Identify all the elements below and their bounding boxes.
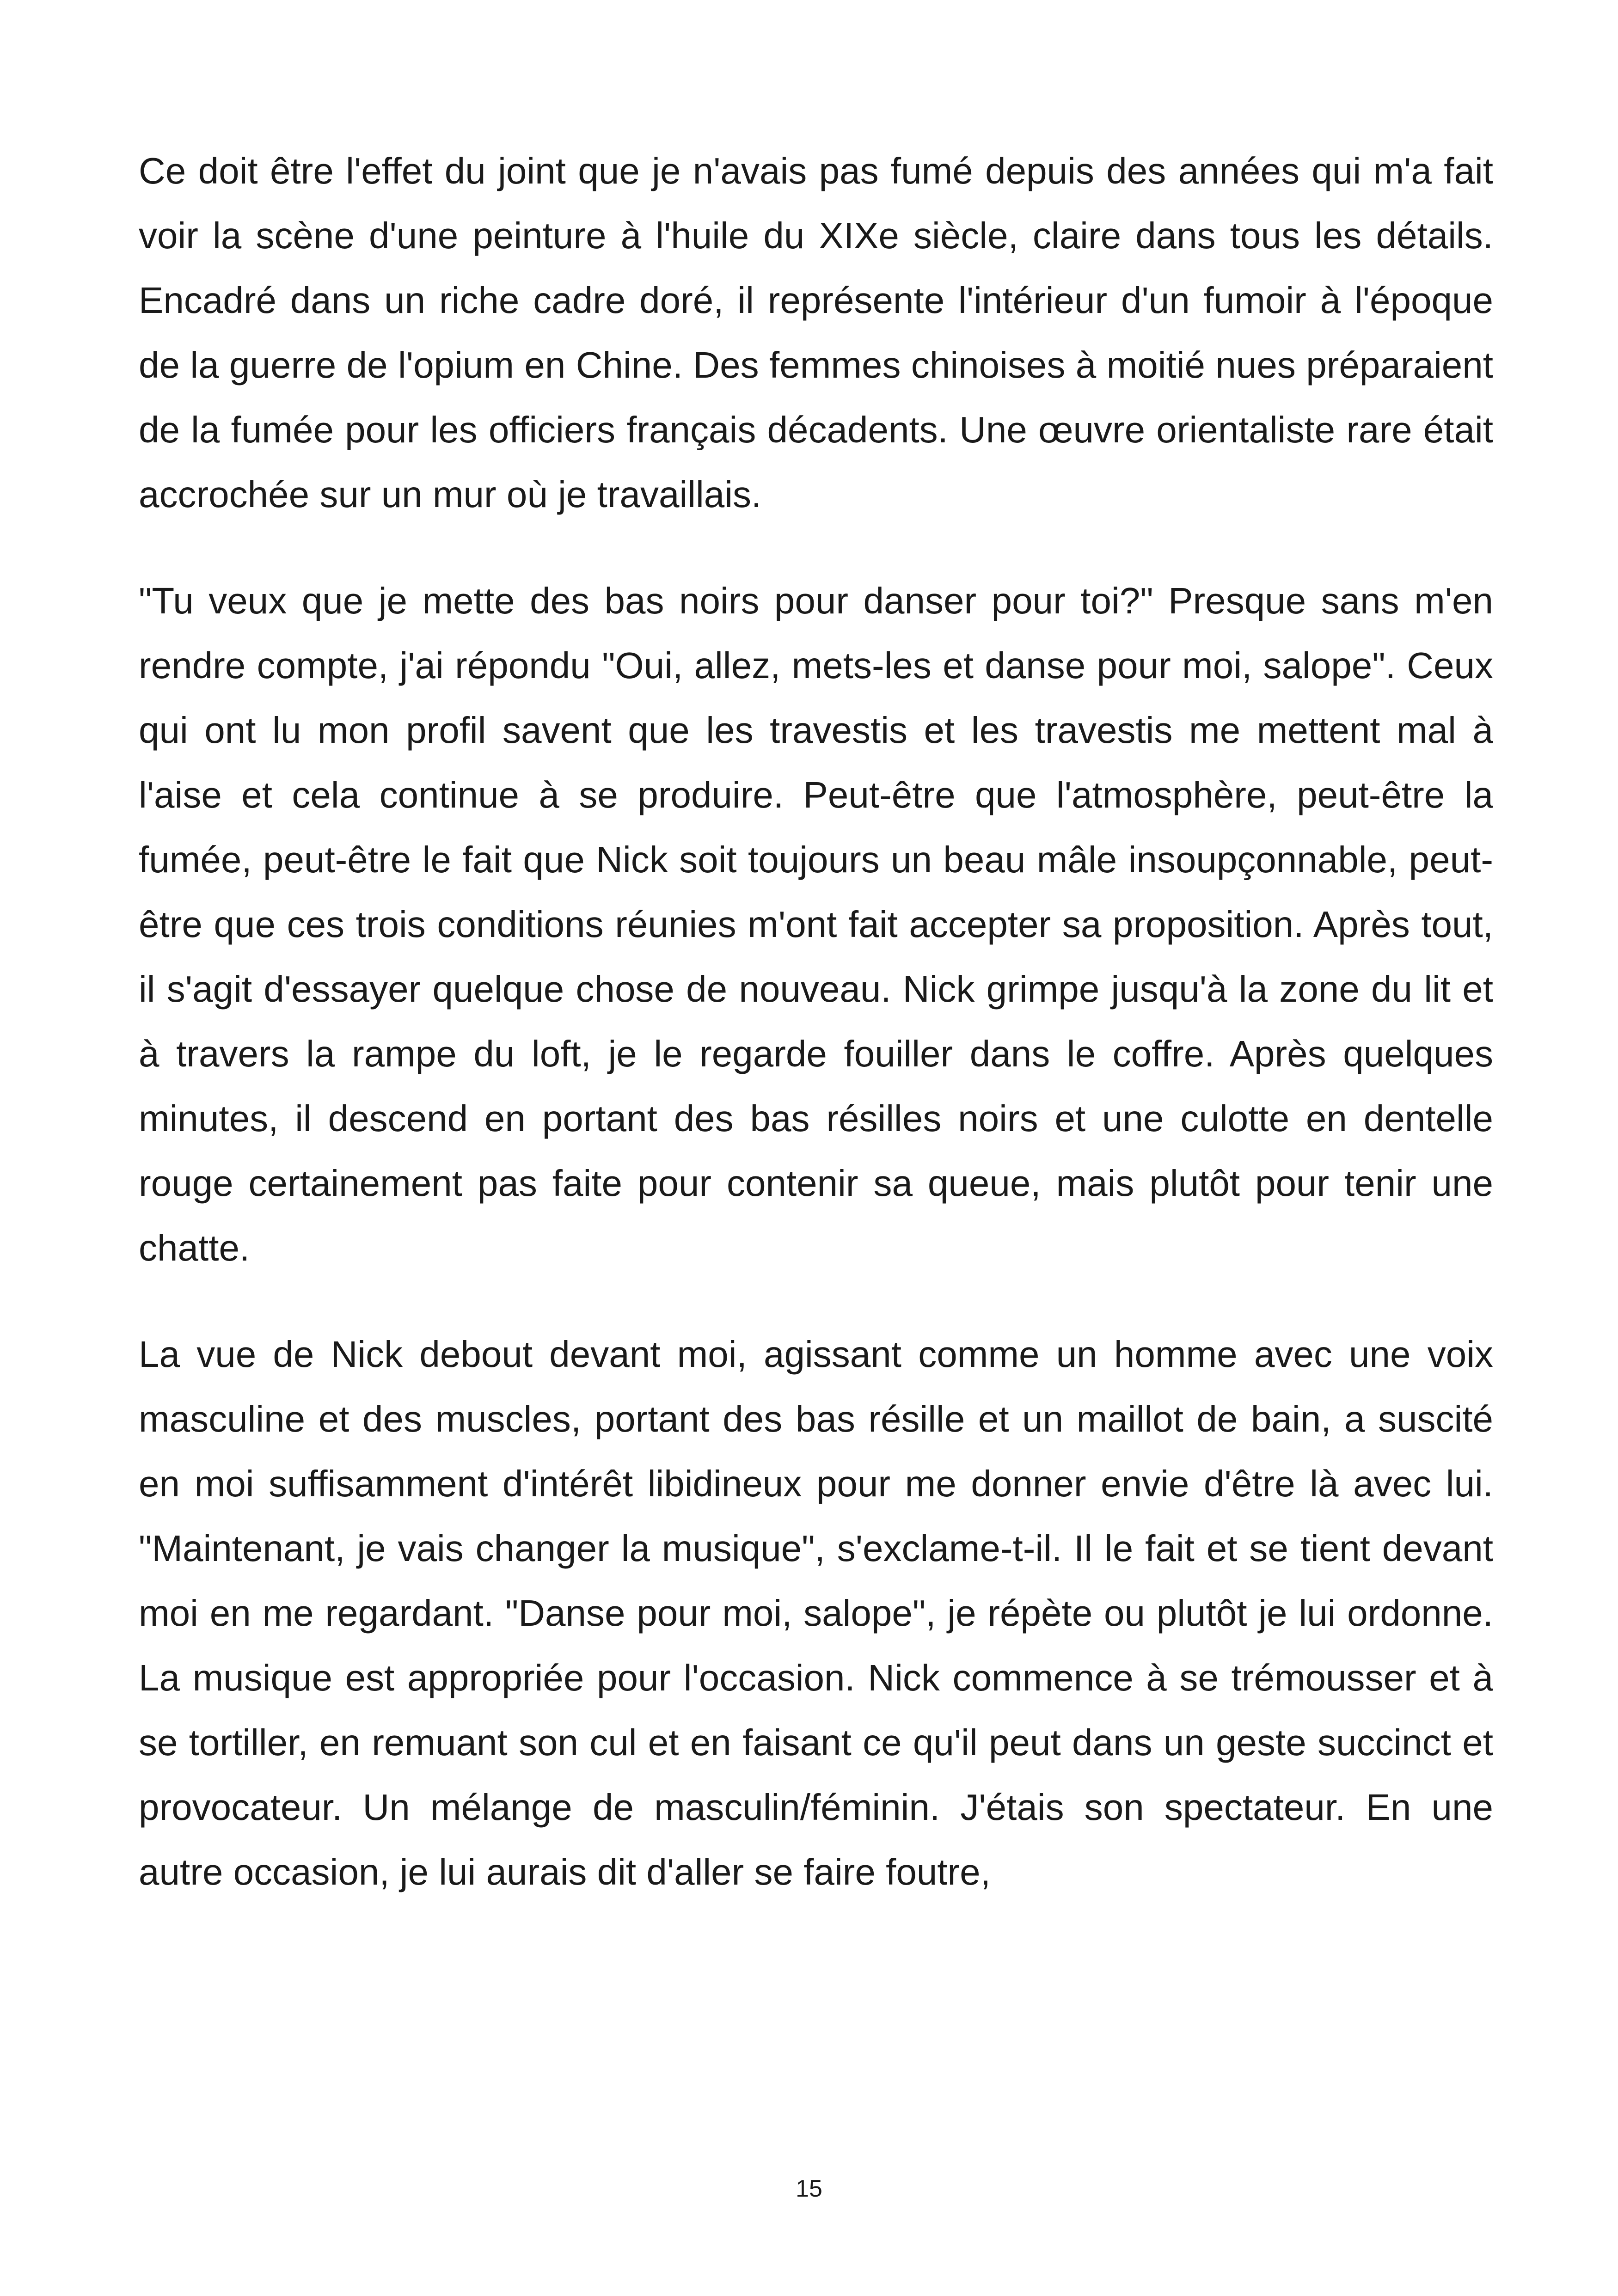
page-number: 15 bbox=[796, 2175, 822, 2202]
paragraph-1: Ce doit être l'effet du joint que je n'avais pas fumé depuis des années qui m'a fait voir la scène d'une peinture à l'huile du XIXe siècle, claire dans tous les détails. Encadré dans un riche cadre doré, il représente l'intérieur d'un fumoir à l'époque de la guerre de l'opium en Chine. Des femmes chinoises à moitié nues préparaient de la fumée pour les officiers français décadents. Une œuvre orientaliste rare était accrochée sur un mur où je travaillais. bbox=[139, 150, 1493, 515]
page-body bbox=[139, 139, 1493, 1946]
paragraph-2: "Tu veux que je mette des bas noirs pour danser pour toi?" Presque sans m'en rendre compte, j'ai répondu "Oui, allez, mets-les et danse pour moi, salope". Ceux qui ont lu mon profil savent que les travestis et les travestis me mettent mal à l'aise et cela continue à se produire. Peut-être que l'atmosphère, peut-être la fumée, peut-être le fait que Nick soit toujours un beau mâle insoupçonnable, peut-être que ces trois conditions réunies m'ont fait accepter sa proposition. Après tout, il s'agit d'essayer quelque chose de nouveau. Nick grimpe jusqu'à la zone du lit et à travers la rampe du loft, je le regarde fouiller dans le coffre. Après quelques minutes, il descend en portant des bas résilles noirs et une culotte en dentelle rouge certainement pas faite pour contenir sa queue, mais plutôt pour tenir une chatte. bbox=[139, 580, 1493, 1268]
paragraph-3: La vue de Nick debout devant moi, agissant comme un homme avec une voix masculine et des muscles, portant des bas résille et un maillot de bain, a suscité en moi suffisamment d'intérêt libidineux pour me donner envie d'être là avec lui. "Maintenant, je vais changer la musique", s'exclame-t-il. Il le fait et se tient devant moi en me regardant. "Danse pour moi, salope", je répète ou plutôt je lui ordonne. La musique est appropriée pour l'occasion. Nick commence à se trémousser et à se tortiller, en remuant son cul et en faisant ce qu'il peut dans un geste succinct et provocateur. Un mélange de masculin/féminin. J'étais son spectateur. En une autre occasion, je lui aurais dit d'aller se faire foutre, bbox=[139, 1334, 1493, 1892]
